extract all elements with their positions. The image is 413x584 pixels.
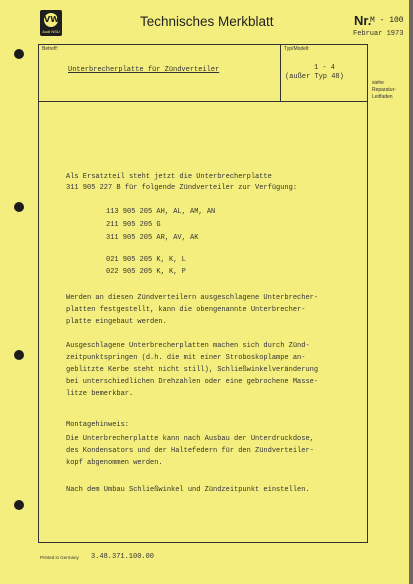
part-number: 311 905 205 AR, AV, AK bbox=[106, 234, 199, 242]
punch-hole bbox=[14, 202, 24, 212]
typ-modell-label: Typ/Modell: bbox=[284, 46, 310, 52]
model-exception: (außer Typ 48) bbox=[285, 73, 344, 81]
paragraph-line: platte eingebaut werden. bbox=[66, 318, 167, 326]
vw-logo bbox=[40, 10, 62, 36]
montage-line: kopf abgenommen werden. bbox=[66, 459, 163, 467]
paragraph-line: platten festgestellt, kann die obengenannte Unterbrecher- bbox=[66, 306, 306, 314]
logo-brand-text: Audi NSU bbox=[42, 29, 60, 34]
part-number: 021 905 205 K, K, L bbox=[106, 256, 186, 264]
paragraph-line: Ausgeschlagene Unterbrecherplatten machen sich durch Zünd- bbox=[66, 342, 310, 350]
side-note: siehe Reparatur- Leitfaden bbox=[372, 80, 396, 100]
part-number: 022 905 205 K, K, P bbox=[106, 268, 186, 276]
betreff-label: Betreff: bbox=[42, 46, 59, 52]
subject: Unterbrecherplatte für Zündverteiler bbox=[68, 66, 220, 74]
issue-date: Februar 1973 bbox=[353, 30, 404, 38]
paragraph-line: litze bemerkbar. bbox=[66, 390, 134, 398]
number-value: M - 100 bbox=[370, 16, 404, 25]
punch-hole bbox=[14, 49, 24, 59]
model-range: 1 - 4 bbox=[314, 64, 336, 72]
document-number: 3.48.371.100.00 bbox=[91, 553, 155, 561]
vw-roundel: VW bbox=[43, 12, 59, 28]
paragraph-line: geblitzte Kerbe steht nicht still), Schließwinkelveränderung bbox=[66, 366, 319, 374]
part-number: 113 905 205 AH, AL, AM, AN bbox=[106, 208, 216, 216]
montage-heading: Montagehinweis: bbox=[66, 421, 130, 429]
punch-hole bbox=[14, 350, 24, 360]
number-label: Nr. bbox=[354, 13, 372, 28]
montage-line: Die Unterbrecherplatte kann nach Ausbau der Unterdruckdose, bbox=[66, 435, 314, 443]
printed-in-label: Printed in Germany bbox=[40, 555, 79, 560]
intro-line: 311 905 227 B für folgende Zündverteiler zur Verfügung: bbox=[66, 184, 298, 192]
header-box-divider bbox=[280, 44, 281, 101]
montage-line: des Kondensators und der Haltefedern für den Zündverteiler- bbox=[66, 447, 314, 455]
intro-line: Als Ersatzteil steht jetzt die Unterbrecherplatte bbox=[66, 173, 272, 181]
paragraph-line: bei unterschiedlichen Drehzahlen oder eine gebrochene Masse- bbox=[66, 378, 319, 386]
final-instruction: Nach dem Umbau Schließwinkel und Zündzeitpunkt einstellen. bbox=[66, 486, 310, 494]
document-title: Technisches Merkblatt bbox=[140, 14, 274, 29]
punch-hole bbox=[14, 500, 24, 510]
paragraph-line: zeitpunktspringen (d.h. die mit einer Stroboskoplampe an- bbox=[66, 354, 306, 362]
paragraph-line: Werden an diesen Zündverteilern ausgeschlagene Unterbrecher- bbox=[66, 294, 319, 302]
part-number: 211 905 205 G bbox=[106, 221, 161, 229]
